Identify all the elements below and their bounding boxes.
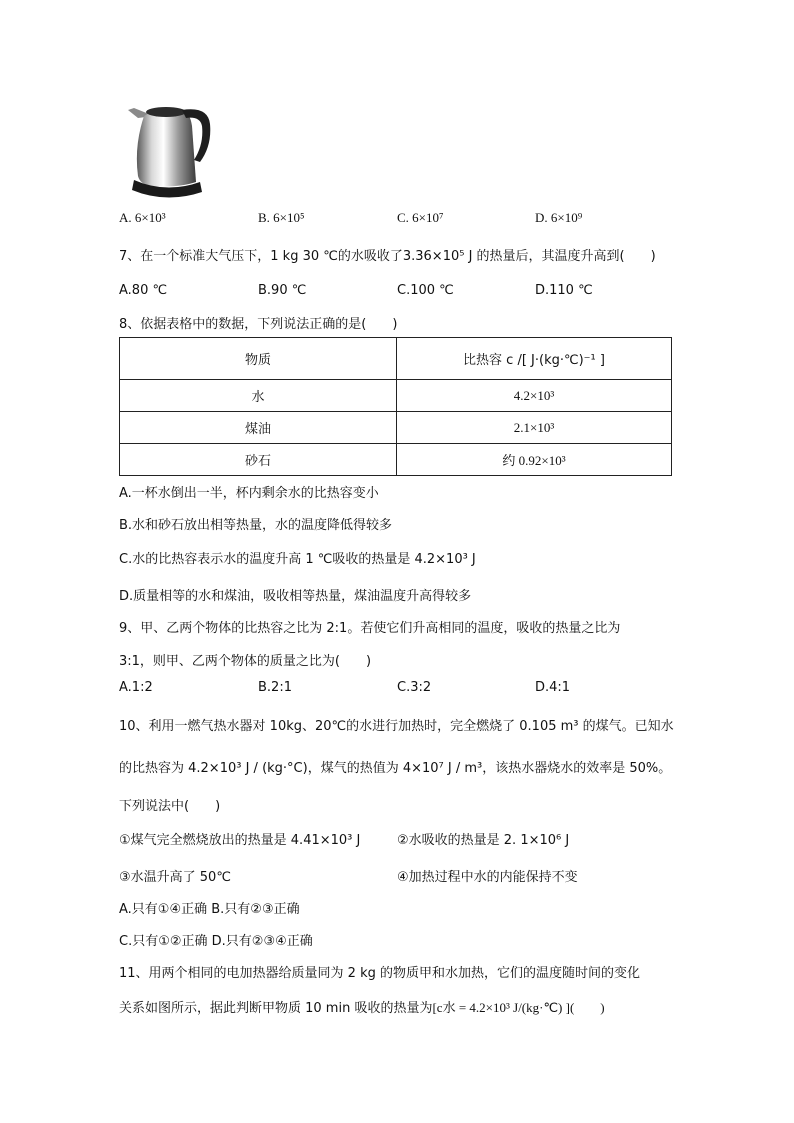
q7-option-c: C.100 ℃ — [397, 283, 454, 298]
q6-option-d: D. 6×10⁹ — [535, 210, 583, 225]
q9-option-d: D.4:1 — [535, 680, 571, 695]
table-header-row — [120, 338, 672, 380]
q11-stem-line2 — [119, 997, 605, 1016]
q8-option-b: B.水和砂石放出相等热量，水的温度降低得较多 — [119, 518, 393, 533]
q7-stem: 7、在一个标准大气压下，1 kg 30 ℃的水吸收了3.36×10⁵ J 的热量后，其温度升高到( ) — [119, 249, 656, 264]
q8-option-a: A.一杯水倒出一半，杯内剩余水的比热容变小 — [119, 486, 379, 501]
q11-stem-line1: 11、用两个相同的电加热器给质量同为 2 kg 的物质甲和水加热，它们的温度随时间的变化 — [119, 966, 640, 981]
q6-option-b: B. 6×10⁵ — [258, 210, 305, 225]
table-header-cell: 比热容 c /[ J·(kg·℃)⁻¹ ] — [397, 338, 672, 380]
q7-option-a: A.80 ℃ — [119, 283, 168, 298]
q8-stem: 8、依据表格中的数据，下列说法正确的是( ) — [119, 317, 398, 332]
q10-statement-1: ①煤气完全燃烧放出的热量是 4.41×10³ J — [119, 833, 361, 848]
q9-option-a: A.1:2 — [119, 680, 153, 695]
q10-options-line2: C.只有①②正确 D.只有②③④正确 — [119, 934, 313, 949]
q11-formula: [c水 = 4.2×10³ J/(kg·℃) ]( ) — [432, 1000, 605, 1015]
q9-option-c: C.3:2 — [397, 680, 432, 695]
q11-stem-text: 关系如图所示，据此判断甲物质 10 min 吸收的热量为 — [119, 1001, 433, 1016]
q9-stem-line2: 3:1，则甲、乙两个物体的质量之比为( ) — [119, 654, 372, 669]
q8-option-d: D.质量相等的水和煤油，吸收相等热量，煤油温度升高得较多 — [119, 589, 472, 604]
q6-option-c: C. 6×10⁷ — [397, 210, 444, 225]
q10-stem-line1: 10、利用一燃气热水器对 10kg、20℃的水进行加热时，完全燃烧了 0.105 m³ 的煤气。已知水 — [119, 719, 674, 734]
q9-stem-line1: 9、甲、乙两个物体的比热容之比为 2:1。若使它们升高相同的温度，吸收的热量之比为 — [119, 621, 621, 636]
table-cell: 约 0.92×10³ — [397, 444, 672, 476]
q7-option-d: D.110 ℃ — [535, 283, 593, 298]
q7-option-b: B.90 ℃ — [258, 283, 307, 298]
q10-statement-3: ③水温升高了 50℃ — [119, 870, 231, 885]
table-header-cell: 物质 — [120, 338, 397, 380]
q10-stem-line2: 的比热容为 4.2×10³ J / (kg·°C)，煤气的热值为 4×10⁷ J / m³，该热水器烧水的效率是 50%。 — [119, 761, 672, 776]
electric-kettle-image — [120, 96, 220, 204]
table-row — [120, 380, 672, 412]
table-cell: 砂石 — [120, 444, 397, 476]
q9-option-b: B.2:1 — [258, 680, 292, 695]
q10-stem-line3: 下列说法中( ) — [119, 799, 221, 814]
specific-heat-table — [119, 337, 672, 476]
table-row — [120, 412, 672, 444]
q10-statement-2: ②水吸收的热量是 2. 1×10⁶ J — [397, 833, 570, 848]
q10-statement-4: ④加热过程中水的内能保持不变 — [397, 870, 578, 885]
q8-option-c: C.水的比热容表示水的温度升高 1 ℃吸收的热量是 4.2×10³ J — [119, 552, 476, 567]
table-cell: 水 — [120, 380, 397, 412]
table-row — [120, 444, 672, 476]
table-cell: 2.1×10³ — [397, 412, 672, 444]
q6-option-a: A. 6×10³ — [119, 210, 166, 225]
q10-options-line1: A.只有①④正确 B.只有②③正确 — [119, 902, 300, 917]
table-cell: 4.2×10³ — [397, 380, 672, 412]
table-cell: 煤油 — [120, 412, 397, 444]
